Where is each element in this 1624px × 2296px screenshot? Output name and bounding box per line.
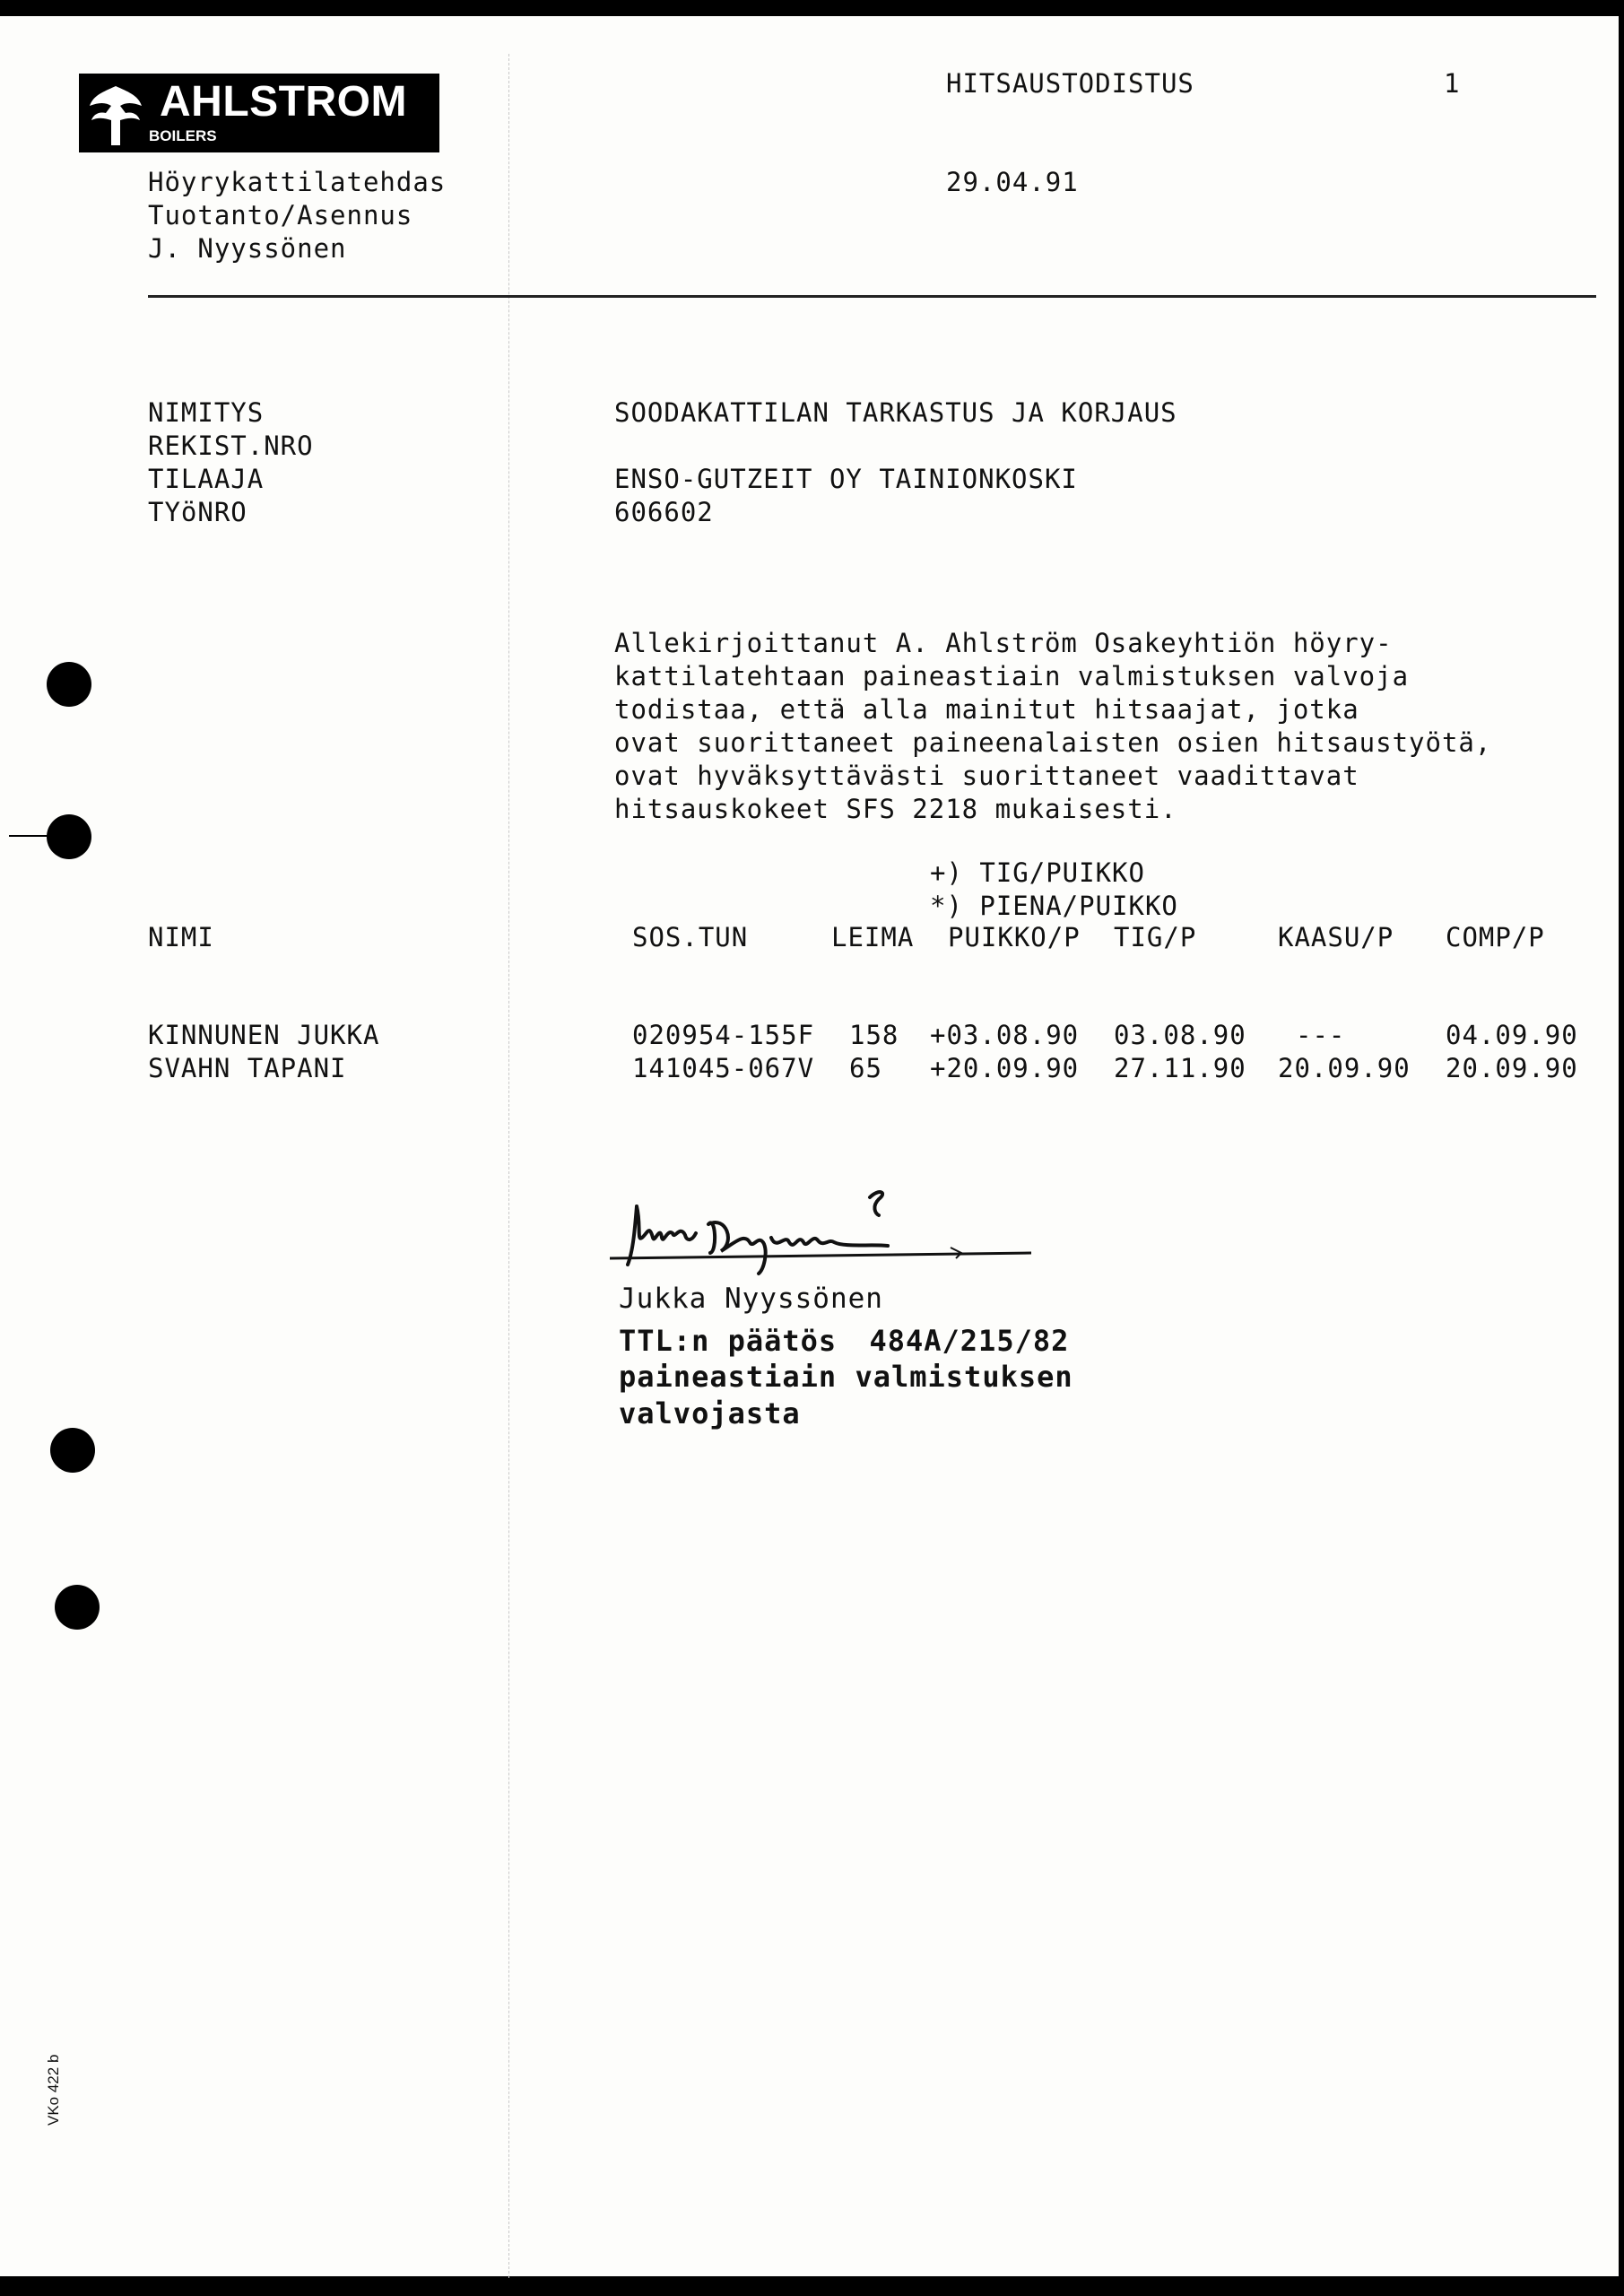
table-header-nimi: NIMI [148,922,214,952]
table-cell: 20.09.90 [1278,1053,1411,1083]
logo-subtitle: BOILERS [149,127,217,144]
ahlstrom-logo [79,74,439,152]
table-cell: 158 [849,1020,899,1050]
stamp-line-3: valvojasta [619,1396,801,1431]
table-cell: --- [1296,1020,1346,1050]
page-number: 1 [1444,68,1461,99]
field-value-nimitys: SOODAKATTILAN TARKASTUS JA KORJAUS [614,397,1177,428]
table-cell: 65 [849,1053,882,1083]
table-cell: 20.09.90 [1446,1053,1578,1083]
punch-hole [47,814,91,859]
table-header-comp: COMP/P [1446,922,1545,952]
field-label-tyonro: TYöNRO [148,497,248,527]
stamp-line-1 [619,1324,1069,1358]
document-date: 29.04.91 [946,167,1079,197]
punch-hole [50,1428,95,1473]
tree-logo-icon [86,83,145,147]
table-cell: 03.08.90 [1114,1020,1246,1050]
form-code: VKo 422 b [45,2054,62,2126]
field-value-tyonro: 606602 [614,497,714,527]
sender-line: Tuotanto/Asennus [148,200,413,230]
header-divider [148,295,1596,298]
punch-guide-mark [9,835,49,837]
scan-border-right [1619,0,1624,2296]
table-cell: 141045-067V [632,1053,815,1083]
field-label-rekist: REKIST.NRO [148,430,314,461]
body-line: hitsauskokeet SFS 2218 mukaisesti. [614,794,1177,824]
body-line: ovat suorittaneet paineenalaisten osien hitsaustyötä, [614,727,1492,758]
field-value-tilaaja: ENSO-GUTZEIT OY TAINIONKOSKI [614,464,1078,494]
legend-piena-puikko: *) PIENA/PUIKKO [930,891,1178,921]
body-line: todistaa, että alla mainitut hitsaajat, jotka [614,694,1359,725]
handwritten-signature [610,1188,1040,1278]
table-cell: SVAHN TAPANI [148,1053,347,1083]
table-cell: 020954-155F [632,1020,815,1050]
field-label-nimitys: NIMITYS [148,397,265,428]
scan-border-top [0,0,1624,16]
stamp-number: 484A/215/82 [869,1324,1070,1358]
table-header-puikko: PUIKKO/P [948,922,1081,952]
table-cell: KINNUNEN JUKKA [148,1020,380,1050]
table-header-leima: LEIMA [831,922,915,952]
table-cell: 04.09.90 [1446,1020,1578,1050]
doc-title: HITSAUSTODISTUS [946,68,1194,99]
table-cell: +20.09.90 [930,1053,1080,1083]
fold-line [508,54,510,2278]
sender-line: Höyrykattilatehdas [148,167,447,197]
punch-hole [55,1585,100,1630]
legend-tig-puikko: +) TIG/PUIKKO [930,857,1145,888]
signatory-name: Jukka Nyyssönen [619,1283,883,1315]
sender-line: J. Nyyssönen [148,233,347,264]
body-line: kattilatehtaan paineastiain valmistuksen valvoja [614,661,1410,691]
scan-border-bottom [0,2276,1624,2296]
table-cell: 27.11.90 [1114,1053,1246,1083]
table-header-kaasu: KAASU/P [1278,922,1394,952]
logo-wordmark: AHLSTROM [160,78,407,126]
field-label-tilaaja: TILAAJA [148,464,265,494]
body-line: ovat hyväksyttävästi suorittaneet vaadittavat [614,761,1359,791]
table-header-tig: TIG/P [1114,922,1197,952]
punch-hole [47,662,91,707]
stamp-line-2: paineastiain valmistuksen [619,1360,1073,1394]
table-header-sostun: SOS.TUN [632,922,749,952]
table-cell: +03.08.90 [930,1020,1080,1050]
body-line: Allekirjoittanut A. Ahlström Osakeyhtiön höyry- [614,628,1393,658]
stamp-label: TTL:n päätös [619,1324,838,1358]
